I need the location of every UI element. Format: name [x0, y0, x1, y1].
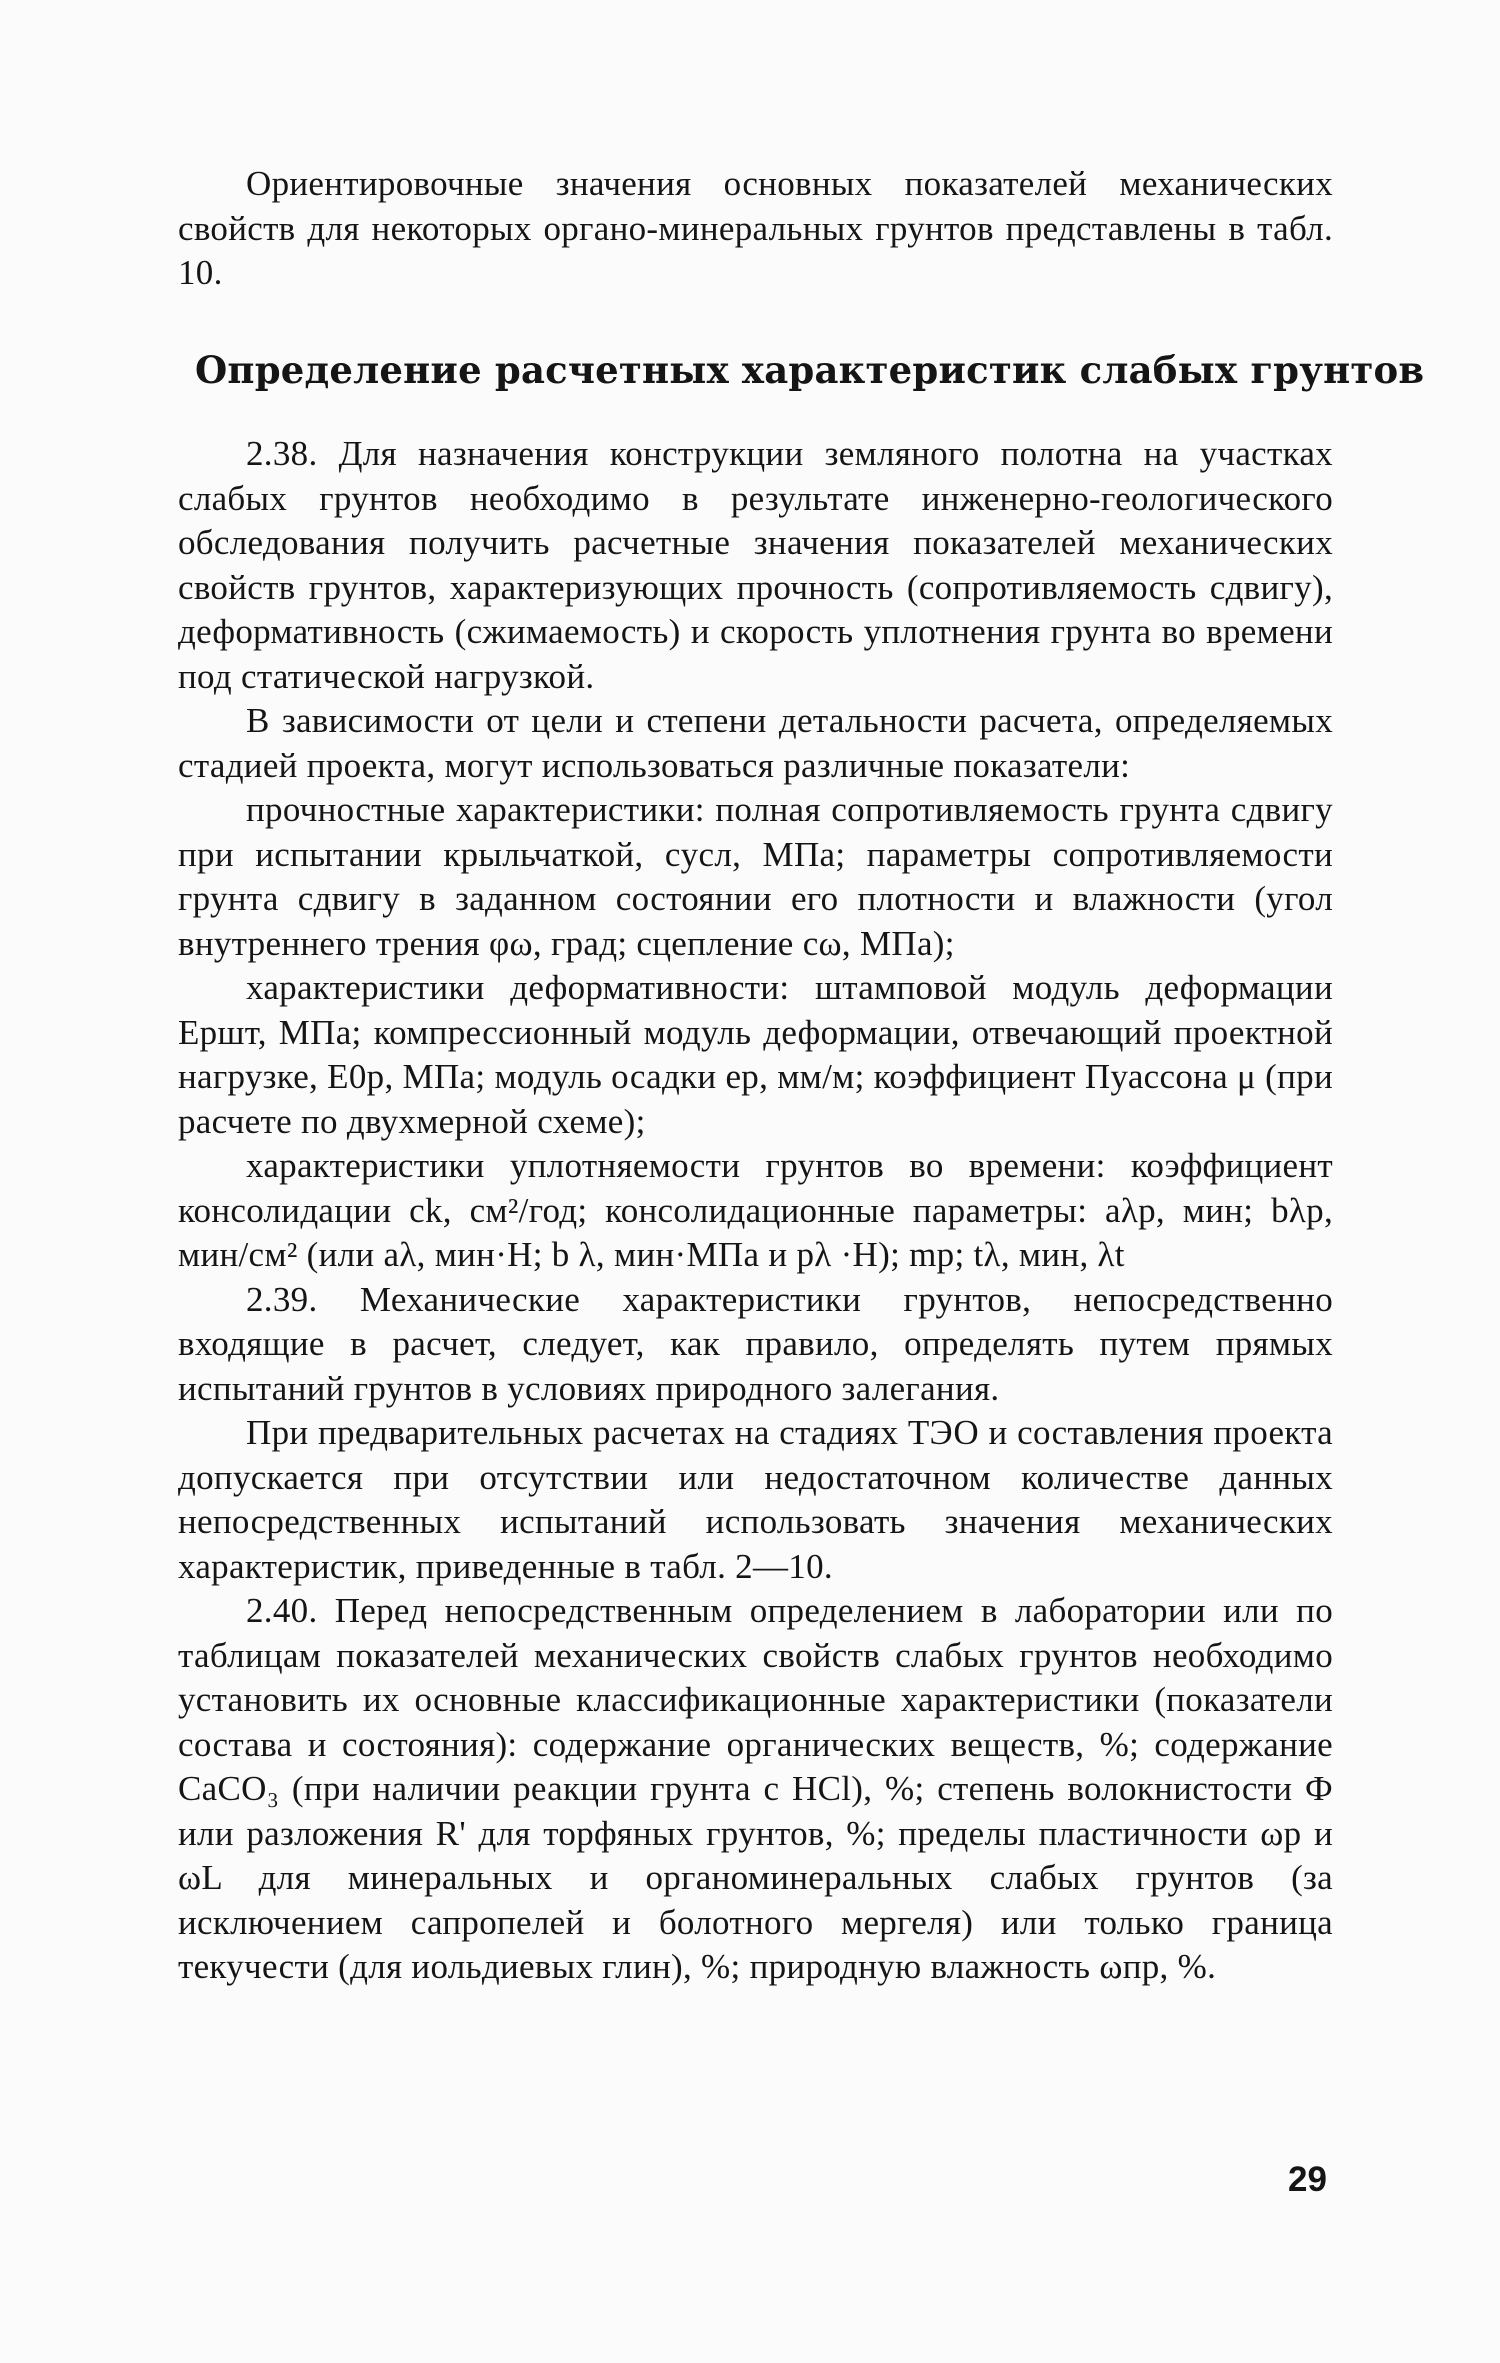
paragraph-2-39: 2.39. Механические характеристики грунтов, непосредственно входящие в расчет, следует, как правило, определять путем прямых испытаний грунтов в условиях природного залегания. [178, 1279, 1333, 1408]
intro-block [178, 162, 1333, 296]
paragraph-indicators-intro: В зависимости от цели и степени детальности расчета, определяемых стадией проекта, могут использоваться различные показатели: [178, 701, 1333, 785]
paragraph-strength: прочностные характеристики: полная сопротивляемость грунта сдвигу при испытании крыльчаткой, cусл, МПа; параметры сопротивляемости грунта сдвигу в заданном состоянии его плотности и влажности (угол внутреннего трения φω, град; сцепление cω, МПа); [178, 790, 1333, 963]
paragraph-2-38: 2.38. Для назначения конструкции земляного полотна на участках слабых грунтов необходимо в результате инженерно-геологического обследования получить расчетные значения показателей механических свойств грунтов, характеризующих прочность (сопротивляемость сдвигу), деформативность (сжимаемость) и скорость уплотнения грунта во времени под статической нагрузкой. [178, 434, 1333, 696]
page-number: 29 [1288, 2160, 1327, 2199]
intro-paragraph: Ориентировочные значения основных показателей механических свойств для некоторых органо-минеральных грунтов представлены в табл. 10. [178, 164, 1333, 292]
paragraph-consolidation: характеристики уплотняемости грунтов во времени: коэффициент консолидации ck, см²/год; консолидационные параметры: aλp, мин; bλp, мин/см² (или aλ, мин·Н; b λ, мин·МПа и pλ ·Н); mp; tλ, мин, λt [178, 1146, 1333, 1274]
paragraph-deformation: характеристики деформативности: штамповой модуль деформации Eршт, МПа; компрессионный модуль деформации, отвечающий проектной нагрузке, E0р, МПа; модуль осадки ep, мм/м; коэффициент Пуассона μ (при расчете по двухмерной схеме); [178, 968, 1333, 1141]
paragraph-preliminary: При предварительных расчетах на стадиях ТЭО и составления проекта допускается при отсутствии или недостаточном количестве данных непосредственных испытаний использовать значения механических характеристик, приведенные в табл. 2—10. [178, 1413, 1333, 1586]
section-heading: Определение расчетных характеристик слабых грунтов [195, 348, 1425, 392]
paragraph-2-40: 2.40. Перед непосредственным определением в лаборатории или по таблицам показателей механических свойств слабых грунтов необходимо установить их основные классификационные характеристики (показатели состава и состояния): содержание органических веществ, %; содержание CaCO₃ (при наличии реакции грунта с HCl), %; степень волокнистости Ф или разложения R' для торфяных грунтов, %; пределы пластичности ωp и ωL для минеральных и органоминеральных слабых грунтов (за исключением сапропелей и болотного мергеля) или только граница текучести (для иольдиевых глин), %; природную влажность ωпр, %. [178, 1591, 1333, 1986]
body-text [178, 432, 1333, 1990]
